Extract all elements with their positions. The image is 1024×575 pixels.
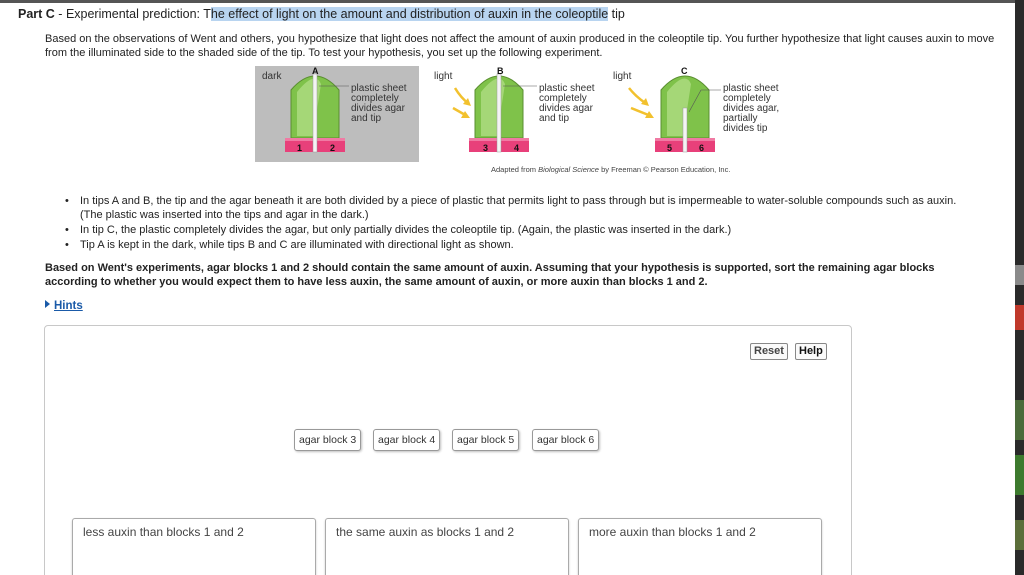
- list-item: • Tip A is kept in the dark, while tips B and C are illuminated with directional light as shown.: [65, 238, 965, 252]
- agar-block-label-4: 4: [514, 143, 520, 153]
- caption-suffix: by Freeman © Pearson Education, Inc.: [598, 165, 731, 174]
- help-button[interactable]: Help: [795, 343, 827, 360]
- note-c-line-5: divides tip: [723, 123, 768, 134]
- note-a-line-1: plastic sheet: [351, 83, 407, 94]
- note-c-line-4: partially: [723, 113, 758, 124]
- coleoptile-b: [453, 74, 529, 152]
- agar-block-label-5: 5: [667, 143, 673, 153]
- agar-block-label-6: 6: [699, 143, 705, 153]
- less-auxin-bin[interactable]: [72, 518, 316, 575]
- more-auxin-bin[interactable]: [578, 518, 822, 575]
- list-item: • In tips A and B, the tip and the agar beneath it are both divided by a piece of plastic that permits light to pass through but is impermeable to water-soluble compounds such as auxin. (The plastic was inserted into the tips and agar in the dark.): [65, 194, 965, 222]
- note-a-line-3: divides agar: [351, 103, 405, 114]
- caption-prefix: Adapted from: [491, 165, 539, 174]
- note-c-line-1: plastic sheet: [723, 83, 779, 94]
- condition-label-c: light: [613, 71, 632, 82]
- adjacent-window-strip: [1015, 0, 1024, 575]
- note-b-line-3: divides agar: [539, 103, 593, 114]
- note-a-line-2: completely: [351, 93, 399, 104]
- experiment-notes: [65, 194, 965, 253]
- hints-link[interactable]: [45, 300, 83, 312]
- agar-block-4-chip[interactable]: agar block 4: [373, 429, 440, 451]
- bin-label-same: the same auxin as blocks 1 and 2: [336, 525, 515, 539]
- note-b-line-2: completely: [539, 93, 587, 104]
- title-suffix: tip: [608, 7, 625, 21]
- part-separator: -: [54, 7, 66, 21]
- list-item: • In tip C, the plastic completely divides the agar, but only partially divides the coleoptile tip. (Again, the plastic was inserted in the dark.): [65, 223, 965, 237]
- agar-block-label-1: 1: [297, 143, 303, 153]
- agar-block-6-chip[interactable]: agar block 6: [532, 429, 599, 451]
- title-highlighted-text: he effect of light on the amount and distribution of auxin in the coleoptile: [210, 7, 609, 21]
- note-a-line-4: and tip: [351, 113, 382, 124]
- hints-label: Hints: [54, 300, 83, 312]
- plastic-sheet-b: [497, 74, 501, 152]
- top-rule: [0, 0, 1015, 3]
- intro-paragraph: Based on the observations of Went and others, you hypothesize that light does not affect the amount of auxin produced in the coleoptile tip. You further hypothesize that light causes auxin to move from the illuminated side to the shaded side of the tip. To test your hypothesis, you set up the following experiment.: [45, 33, 995, 59]
- note-b-line-4: and tip: [539, 113, 570, 124]
- same-auxin-bin[interactable]: [325, 518, 569, 575]
- note-c-line-2: completely: [723, 93, 771, 104]
- note-c-line-3: divides agar,: [723, 103, 780, 114]
- plastic-sheet-c: [683, 108, 687, 152]
- figure-caption: [491, 165, 730, 174]
- reset-button[interactable]: Reset: [750, 343, 788, 360]
- experiment-figure: [255, 64, 815, 176]
- plastic-sheet-a: [313, 74, 317, 152]
- tip-letter-c: C: [681, 66, 688, 76]
- title-prefix: Experimental prediction: T: [65, 7, 211, 21]
- bin-label-less: less auxin than blocks 1 and 2: [83, 525, 244, 539]
- note-b-line-1: plastic sheet: [539, 83, 595, 94]
- question-text: Based on Went's experiments, agar blocks 1 and 2 should contain the same amount of auxin. Assuming that your hypothesis is supported, sort the remaining agar blocks according to whether you would expect them to have less auxin, the same amount of auxin, or more auxin than blocks 1 and 2.: [45, 262, 935, 288]
- caption-book-title: Biological Science: [538, 165, 599, 174]
- agar-block-5-chip[interactable]: agar block 5: [452, 429, 519, 451]
- agar-block-label-3: 3: [483, 143, 489, 153]
- expand-triangle-icon: [45, 300, 50, 308]
- tip-letter-b: B: [497, 66, 504, 76]
- part-title: [18, 7, 625, 21]
- condition-label-b: light: [434, 71, 453, 82]
- part-label: Part C: [18, 7, 55, 21]
- tip-letter-a: A: [312, 66, 319, 76]
- agar-block-label-2: 2: [330, 143, 336, 153]
- coleoptile-c: [629, 76, 715, 152]
- bin-label-more: more auxin than blocks 1 and 2: [589, 525, 756, 539]
- agar-block-3-chip[interactable]: agar block 3: [294, 429, 361, 451]
- condition-label-a: dark: [262, 71, 282, 82]
